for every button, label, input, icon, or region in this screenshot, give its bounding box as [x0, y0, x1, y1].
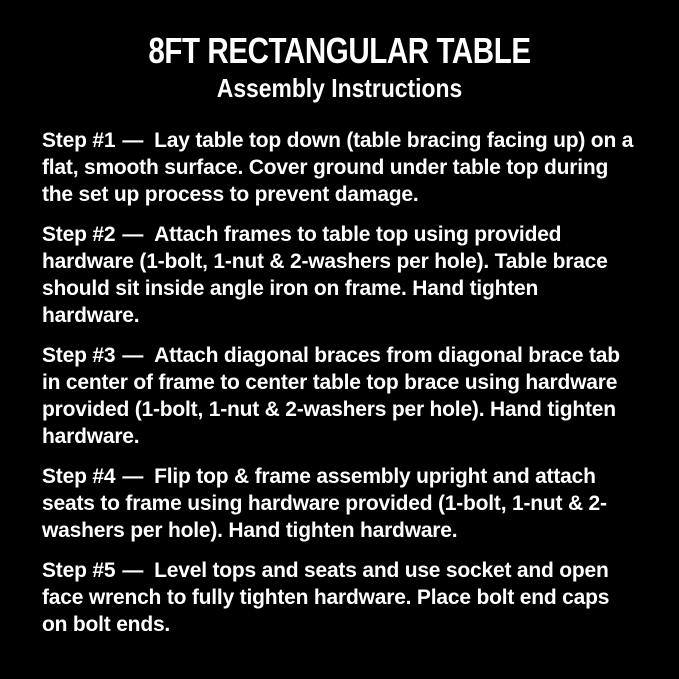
step-text: Level tops and seats and use socket and open face wrench to fully tighten hardware. Place bolt end caps on bolt ends.	[42, 559, 610, 636]
step-text: Attach diagonal braces from diagonal brace tab in center of frame to center table top brace using hardware provided (1-bolt, 1-nut & 2-washers per hole). Hand tighten hardware.	[42, 344, 620, 448]
header	[0, 0, 679, 104]
page-subtitle: Assembly Instructions	[216, 73, 463, 103]
step-paragraph-3	[42, 342, 637, 450]
step-paragraph-2	[42, 221, 637, 329]
step-separator-dash: —	[122, 559, 144, 582]
step-label: Step #2	[42, 223, 116, 246]
step-text: Flip top & frame assembly upright and attach seats to frame using hardware provided (1-bolt, 1-nut & 2-washers per hole). Hand tighten hardware.	[42, 465, 607, 542]
step-separator-dash: —	[122, 223, 144, 246]
page-title: 8FT RECTANGULAR TABLE	[148, 30, 531, 71]
step-label: Step #4	[42, 465, 116, 488]
step-separator-dash: —	[122, 344, 144, 367]
step-label: Step #1	[42, 129, 116, 152]
step-text: Attach frames to table top using provided hardware (1-bolt, 1-nut & 2-washers per hole). Table brace should sit inside angle iron on frame. Hand tighten hardware.	[42, 223, 608, 327]
step-label: Step #3	[42, 344, 116, 367]
step-separator-dash: —	[122, 129, 144, 152]
step-paragraph-5	[42, 557, 637, 638]
step-separator-dash: —	[122, 465, 144, 488]
step-text: Lay table top down (table bracing facing up) on a flat, smooth surface. Cover ground under table top during the set up process to prevent damage.	[42, 129, 634, 206]
step-paragraph-1	[42, 127, 637, 208]
step-paragraph-4	[42, 463, 637, 544]
steps-list	[0, 104, 679, 638]
step-label: Step #5	[42, 559, 116, 582]
